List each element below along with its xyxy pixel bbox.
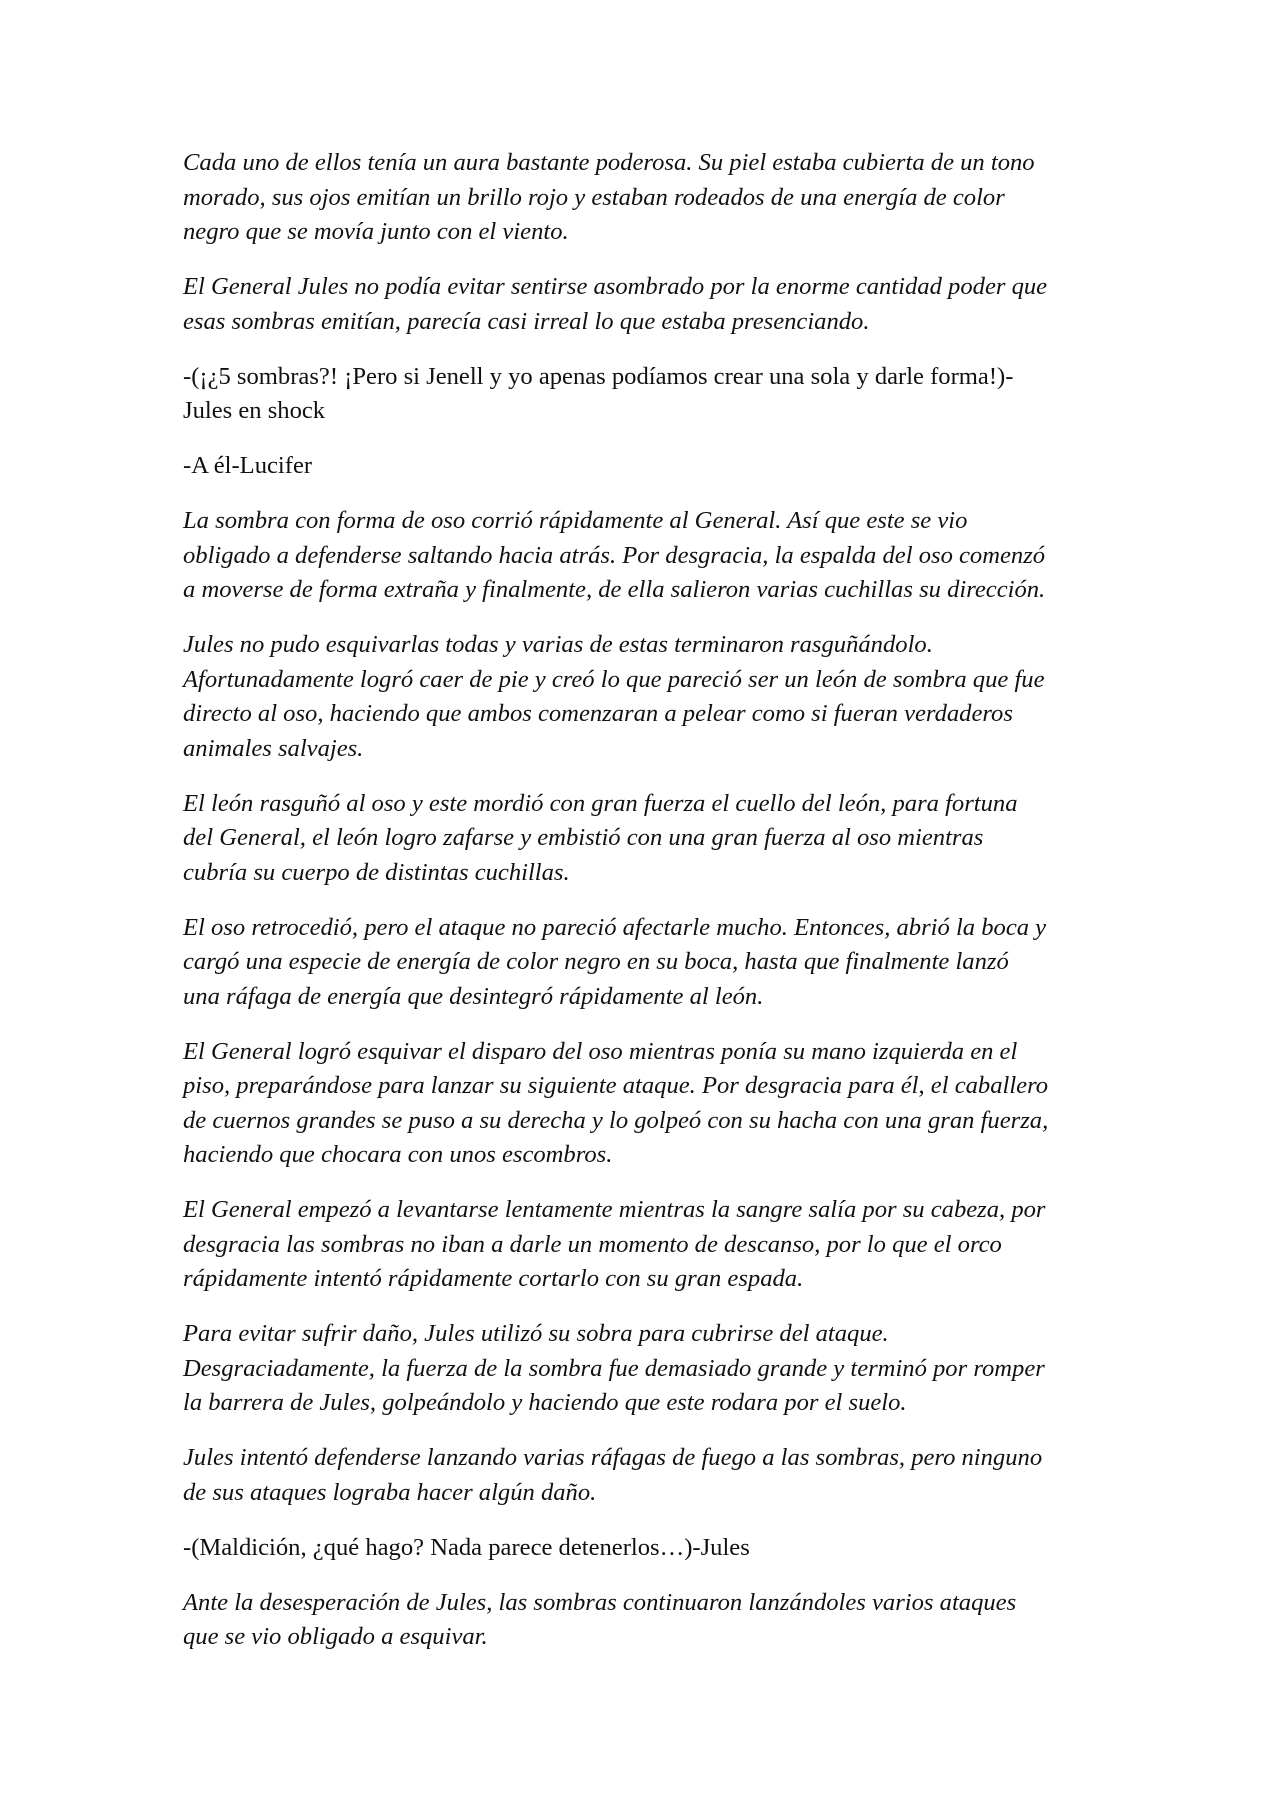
page-body: [183, 146, 1103, 1675]
paragraph-aura-description: Cada uno de ellos tenía un aura bastante poderosa. Su piel estaba cubierta de un tono morado, sus ojos emitían un brillo rojo y estaban rodeados de una energía de color negro que se movía junto con el viento.: [183, 149, 1035, 245]
dialogue-lucifer: -A él-Lucifer: [183, 452, 313, 479]
paragraph-fire-attack: Jules intentó defenderse lanzando varias ráfagas de fuego a las sombras, pero ninguno de sus ataques lograba hacer algún daño.: [183, 1444, 1043, 1506]
paragraph-jules-amazed: El General Jules no podía evitar sentirse asombrado por la enorme cantidad poder que esas sombras emitían, parecía casi irreal lo que estaba presenciando.: [183, 273, 1048, 335]
paragraph-lion-fight: El león rasguñó al oso y este mordió con gran fuerza el cuello del león, para fortuna del General, el león logro zafarse y embistió con una gran fuerza al oso mientras cubría su cuerpo de distintas cuchillas.: [183, 789, 1018, 886]
dialogue-jules-shock: -(¡¿5 sombras?! ¡Pero si Jenell y yo apenas podíamos crear una sola y darle forma!)- Jules en shock: [183, 362, 1014, 424]
paragraph-bear-blast: El oso retrocedió, pero el ataque no pareció afectarle mucho. Entonces, abrió la boca y cargó una especie de energía de color negro en su boca, hasta que finalmente lanzó una ráfaga de energía que desintegró rápidamente al león.: [183, 913, 1047, 1010]
paragraph-bear-attack: La sombra con forma de oso corrió rápidamente al General. Así que este se vio obligado a defenderse saltando hacia atrás. Por desgracia, la espalda del oso comenzó a moverse de forma extraña y finalmente, de ella salieron varias cuchillas su dirección.: [183, 507, 1046, 603]
paragraph-orc-sword: El General empezó a levantarse lentamente mientras la sangre salía por su cabeza, por desgracia las sombras no iban a darle un momento de descanso, por lo que el orco rápidamente intentó rápidamente cortarlo con su gran espada.: [183, 1196, 1046, 1292]
paragraph-knight-axe: El General logró esquivar el disparo del oso mientras ponía su mano izquierda en el piso, preparándose para lanzar su siguiente ataque. Por desgracia para él, el caballero de cuernos grandes se puso a su derecha y lo golpeó con su hacha con una gran fuerza, haciendo que chocara con unos escombros.: [183, 1037, 1049, 1168]
dialogue-jules-curse: -(Maldición, ¿qué hago? Nada parece detenerlos…)-Jules: [183, 1533, 750, 1561]
paragraph-barrier-broken: Para evitar sufrir daño, Jules utilizó su sobra para cubrirse del ataque. Desgraciadamente, la fuerza de la sombra fue demasiado grande y terminó por romper la barrera de Jules, golpeándolo y haciendo que este rodara por el suelo.: [183, 1320, 1045, 1416]
paragraph-lion-created: Jules no pudo esquivarlas todas y varias de estas terminaron rasguñándolo. Afortunadamente logró caer de pie y creó lo que pareció ser un león de sombra que fue directo al oso, haciendo que ambos comenzaran a pelear como si fueran verdaderos animales salvajes.: [183, 631, 1045, 762]
paragraph-desperation: Ante la desesperación de Jules, las sombras continuaron lanzándoles varios ataques que se vio obligado a esquivar.: [183, 1588, 1017, 1650]
